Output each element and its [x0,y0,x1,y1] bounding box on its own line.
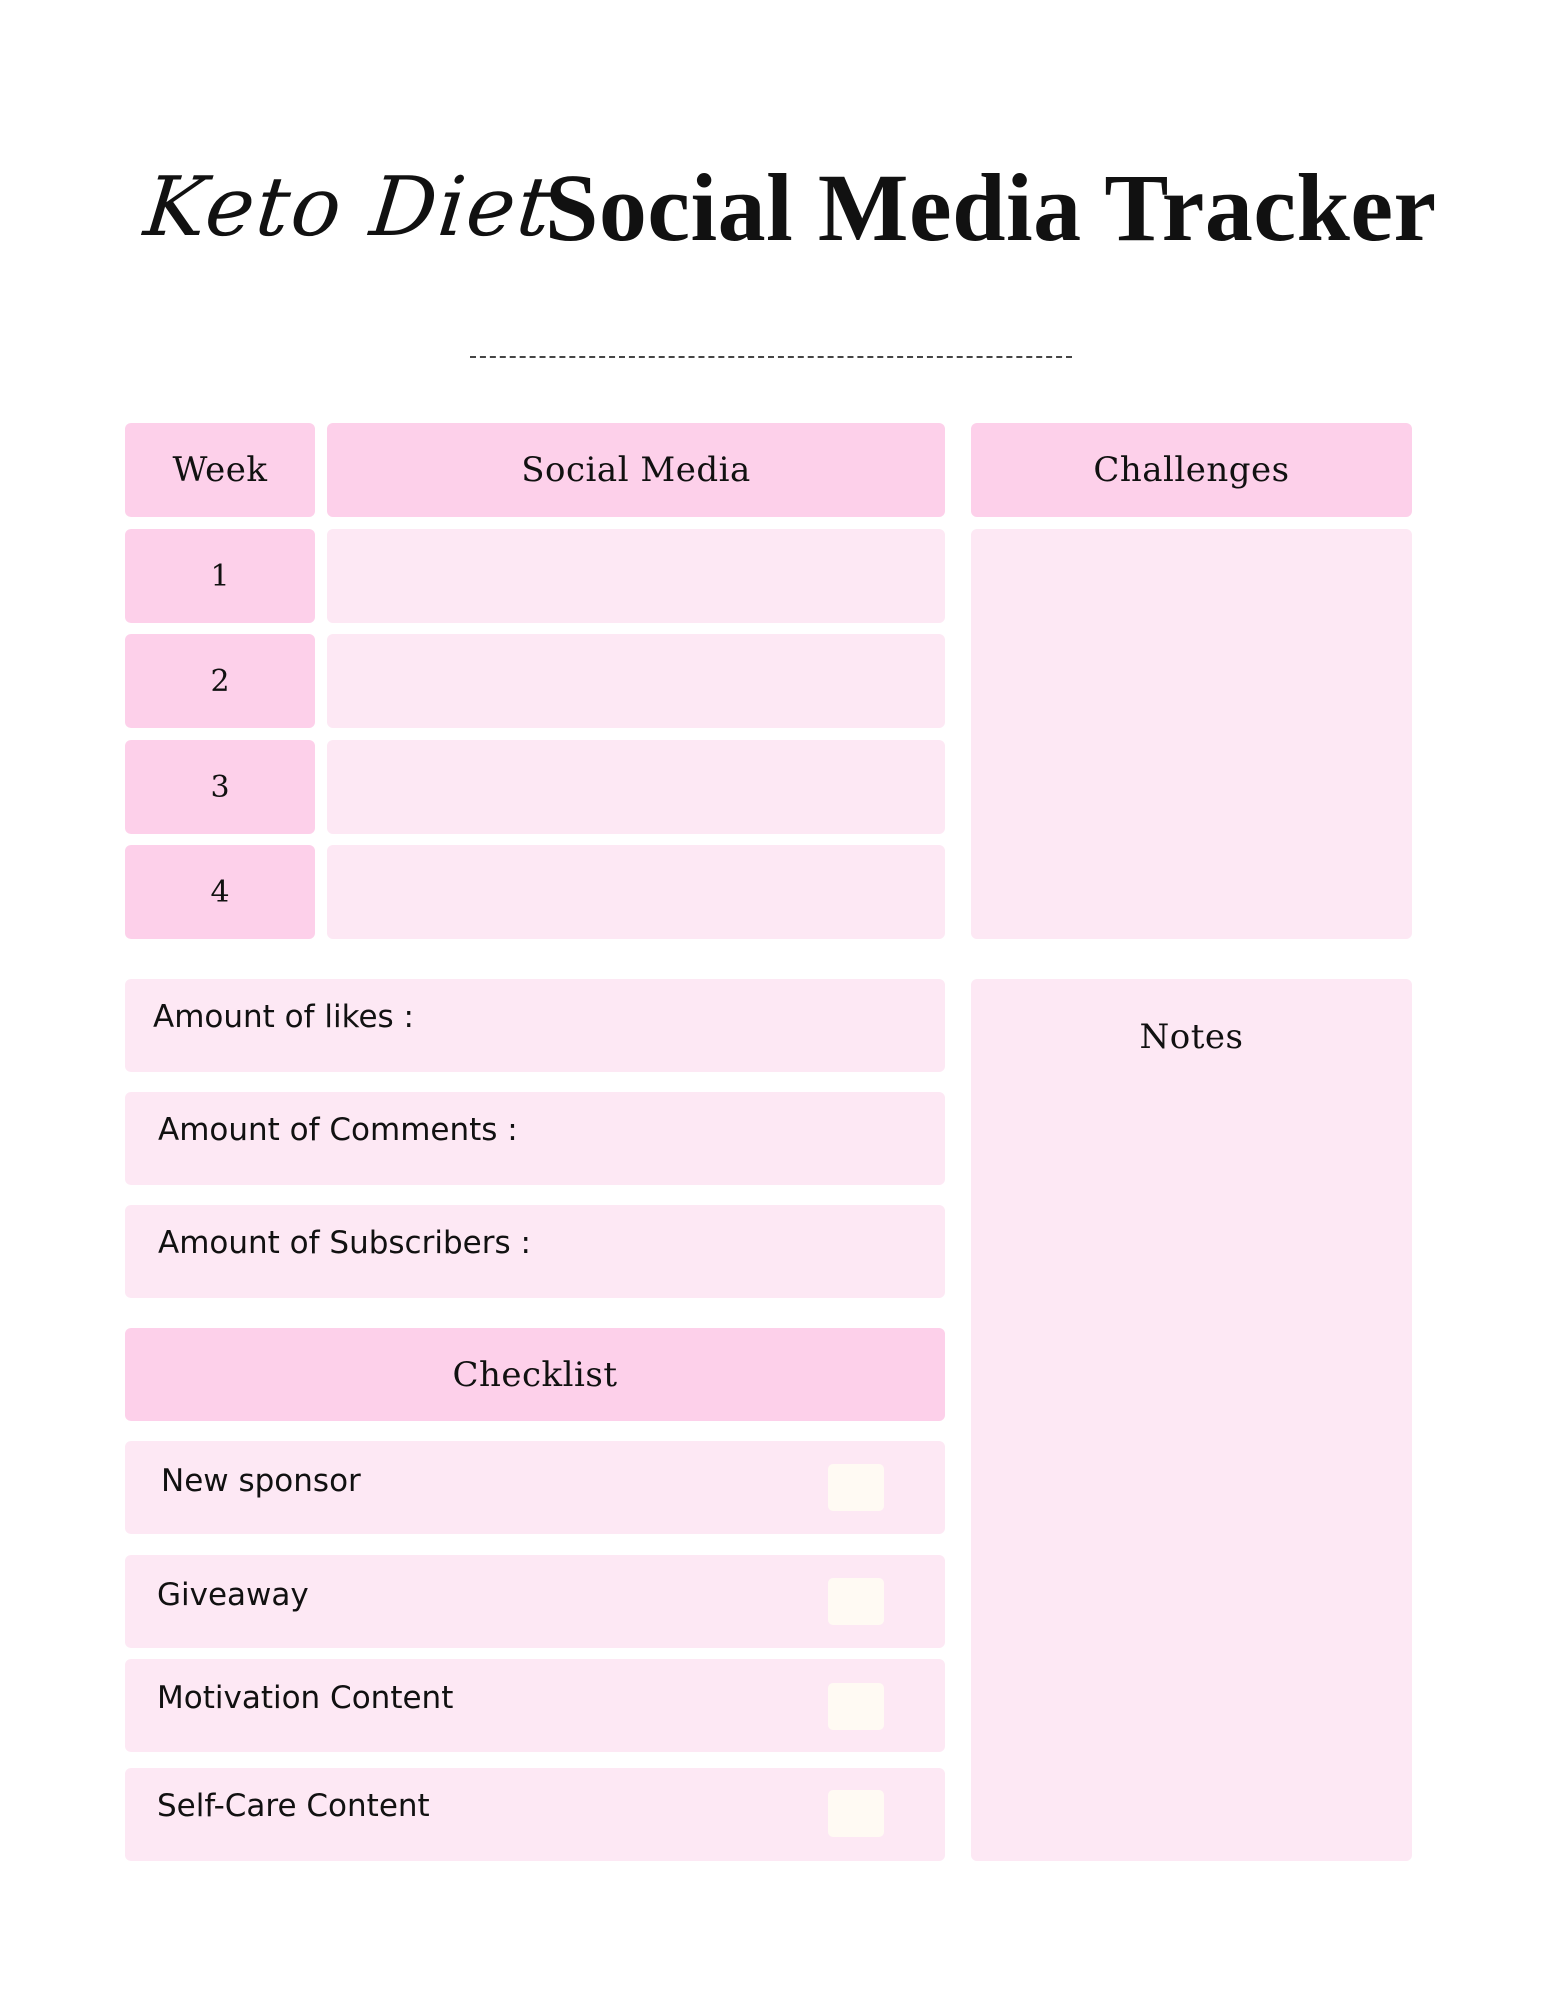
social-media-header [327,423,945,517]
checklist-item [125,1555,945,1648]
checklist-item-label: Self-Care Content [157,1788,430,1824]
checklist-title: Checklist [452,1354,618,1395]
week-cell-4 [125,845,315,939]
social-media-field-week-2[interactable] [327,634,945,728]
checklist-item-label: New sponsor [161,1463,361,1499]
checklist-header [125,1328,945,1421]
checklist-item [125,1768,945,1861]
title-script: Keto Diet [140,160,558,255]
social-media-header-label: Social Media [521,450,751,490]
social-media-field-week-1[interactable] [327,529,945,623]
comments-field[interactable] [125,1092,945,1185]
checkbox-new-sponsor[interactable] [828,1464,884,1511]
social-media-field-week-3[interactable] [327,740,945,834]
week-number: 1 [210,558,230,594]
week-cell-2 [125,634,315,728]
week-number: 2 [210,663,230,699]
subscribers-field[interactable] [125,1205,945,1298]
subscribers-label: Amount of Subscribers : [158,1225,531,1261]
likes-field[interactable] [125,979,945,1072]
challenges-field[interactable] [971,529,1412,939]
week-cell-1 [125,529,315,623]
social-media-field-week-4[interactable] [327,845,945,939]
page-title: Social Media Tracker [545,154,1437,261]
challenges-header [971,423,1412,517]
comments-label: Amount of Comments : [158,1112,518,1148]
checkbox-motivation-content[interactable] [828,1683,884,1730]
likes-label: Amount of likes : [153,999,415,1035]
week-header [125,423,315,517]
checklist-item [125,1441,945,1534]
notes-field[interactable] [971,979,1412,1861]
notes-title: Notes [1139,1017,1244,1057]
title-divider [470,356,1072,358]
week-number: 4 [210,874,230,910]
checklist-item-label: Motivation Content [157,1680,454,1716]
challenges-header-label: Challenges [1093,450,1290,490]
week-cell-3 [125,740,315,834]
checkbox-giveaway[interactable] [828,1578,884,1625]
week-header-label: Week [172,450,268,490]
checklist-item-label: Giveaway [157,1577,309,1613]
checkbox-self-care-content[interactable] [828,1790,884,1837]
checklist-item [125,1659,945,1752]
week-number: 3 [210,769,230,805]
